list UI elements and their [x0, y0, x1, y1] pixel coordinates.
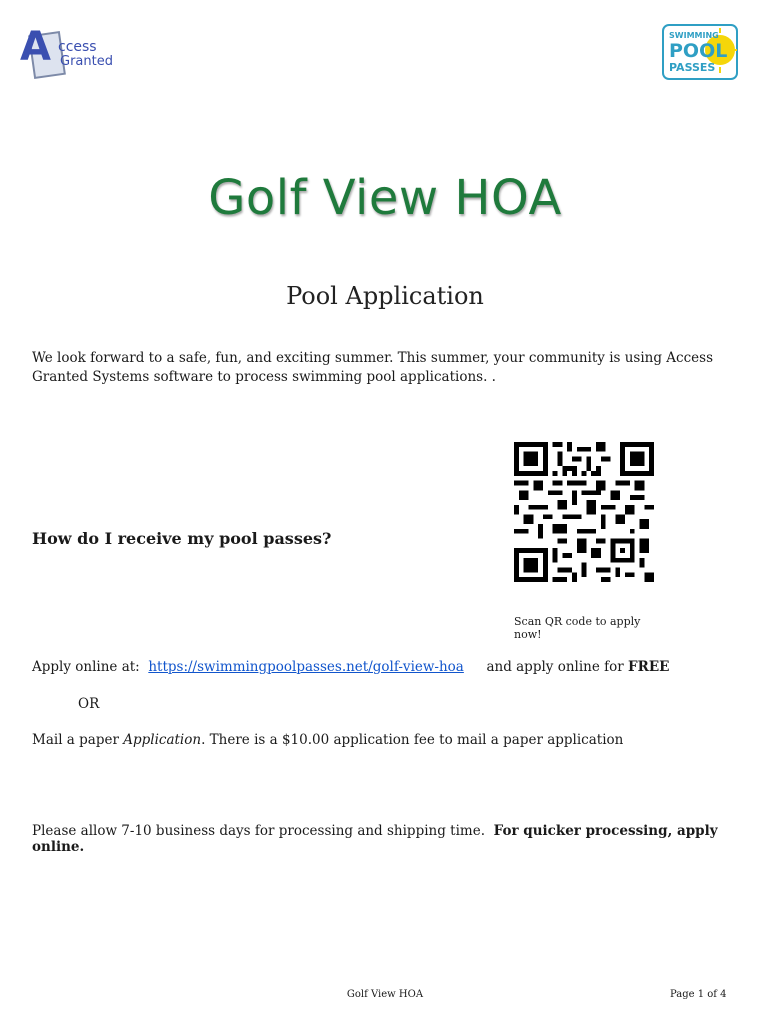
processing-text: Please allow 7-10 business days for processing and shipping time. — [32, 823, 485, 839]
mail-suffix: . There is a $10.00 application fee to mail a paper application — [201, 732, 624, 748]
qr-code-icon[interactable] — [514, 442, 654, 582]
page-title: Pool Application — [286, 282, 484, 310]
qr-caption: Scan QR code to apply now! — [514, 615, 641, 641]
svg-text:ccess: ccess — [58, 39, 97, 55]
application-link[interactable]: https://swimmingpoolpasses.net/golf-view-hoa — [148, 659, 464, 675]
processing-note — [32, 823, 770, 855]
apply-online-line — [32, 659, 752, 675]
mail-prefix: Mail a paper — [32, 732, 119, 748]
page-number: Page 1 of 4 — [670, 989, 727, 1000]
free-label: FREE — [628, 659, 670, 675]
svg-text:A: A — [20, 24, 51, 70]
svg-text:PASSES: PASSES — [669, 61, 716, 74]
application-word: Application — [123, 732, 202, 748]
intro-paragraph: We look forward to a safe, fun, and exciting summer. This summer, your community is using Access Granted Systems software to process swimming pool applications. . — [32, 350, 714, 385]
svg-text:POOL: POOL — [669, 40, 728, 62]
processing-bold: For quicker processing, apply online. — [32, 823, 718, 855]
swimming-pool-passes-logo — [662, 24, 738, 80]
access-granted-logo — [18, 20, 128, 82]
hoa-title: Golf View HOA — [208, 170, 562, 226]
footer-title: Golf View HOA — [346, 989, 424, 1000]
section-heading: How do I receive my pool passes? — [32, 529, 332, 548]
mail-application-line — [32, 732, 623, 748]
or-text: OR — [78, 696, 100, 712]
svg-text:Granted: Granted — [60, 54, 113, 69]
apply-prefix: Apply online at: — [32, 659, 140, 675]
svg-text:SWIMMING: SWIMMING — [669, 31, 719, 40]
apply-suffix: and apply online for — [486, 659, 624, 675]
